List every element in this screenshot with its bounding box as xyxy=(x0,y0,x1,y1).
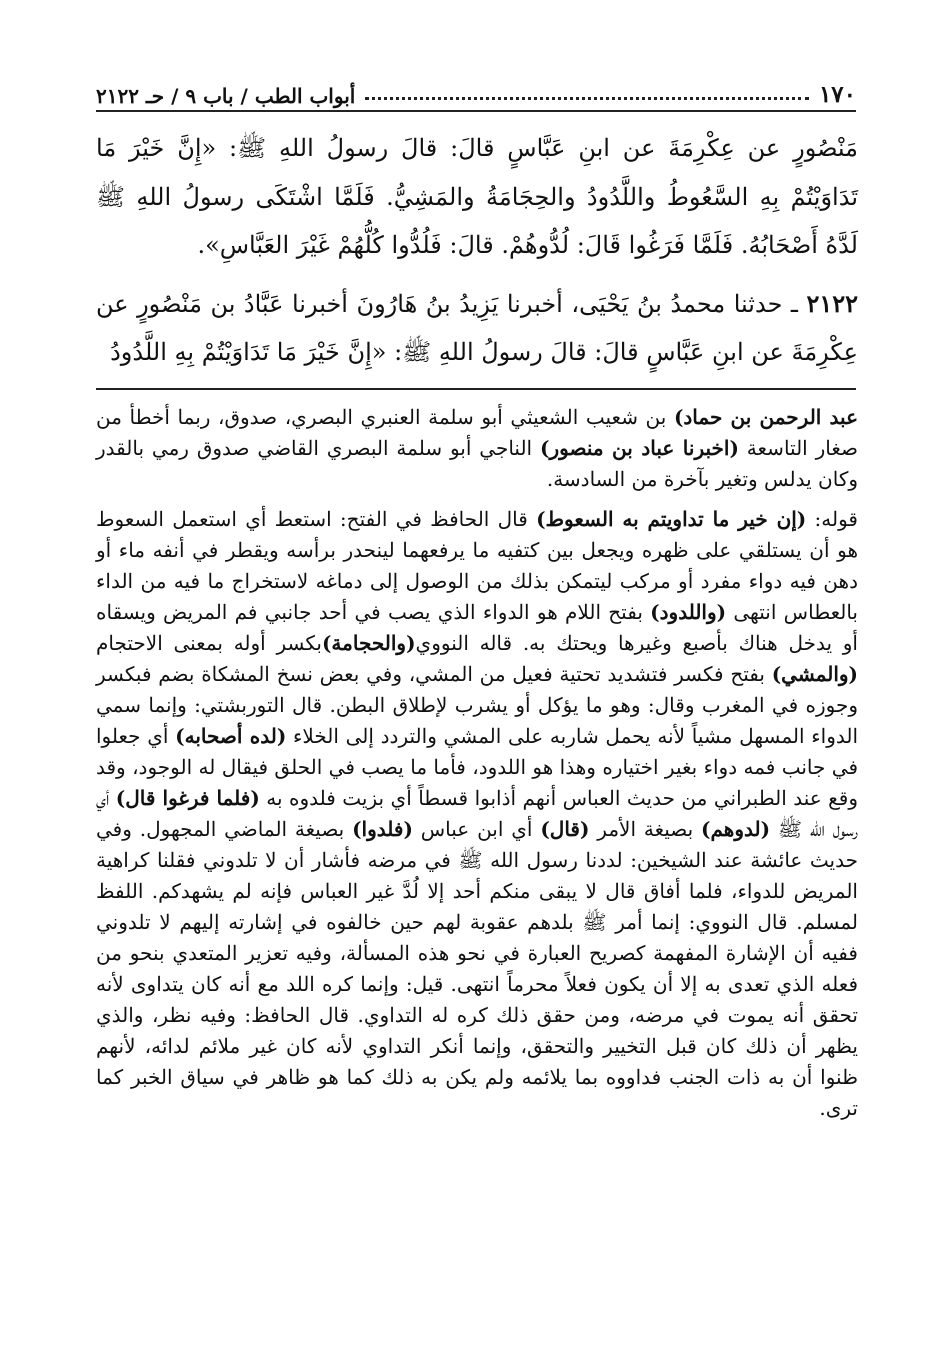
commentary-text: أي جعلوا في جانب فمه دواء بغير اختياره وهذا هو اللدود، فأما ما يصب في الحلق فيقال له الوجود، وقد وقع عند الطبراني من حديث العباس أنهم أذابوا قسطاً أي بزيت فلدوه به xyxy=(96,724,858,810)
hadith-text xyxy=(96,124,858,377)
commentary-text: أي ابن عباس xyxy=(412,817,541,841)
running-title: أبواب الطب / باب ٩ / حـ ٢١٢٢ xyxy=(96,84,356,108)
page-number: ١٧٠ xyxy=(818,81,856,108)
commentary-text: قوله: xyxy=(806,507,858,531)
commentary-text: بن شعيب الشعيثي أبو سلمة العنبري البصري، صدوق، ربما أخطأ من صغار التاسعة xyxy=(96,405,858,460)
quoted-phrase: (واللدود) xyxy=(650,600,727,624)
commentary-paragraph xyxy=(96,402,858,495)
commentary-text: قال الحافظ في الفتح: استعط أي استعمل السعوط هو أن يستلقي على ظهره ويجعل بين كتفيه ما يرفعهما لينحدر برأسه ويقطر في أنفه ماء أو دهن فيه دواء مفرد أو مركب ليتمكن بذلك من الوصول إلى دماغه لاستخراج ما فيه من الداء بالعطاس انتهى xyxy=(96,507,858,624)
quoted-phrase: (قال) xyxy=(540,817,590,841)
hadith-number: ٢١٢٢ xyxy=(806,288,858,318)
commentary-separator xyxy=(96,388,856,390)
commentary-paragraph xyxy=(96,504,858,1124)
commentary-text: بفتح فكسر فتشديد تحتية فعيل من المشي، وفي بعض نسخ المشكاة بضم فبكسر وجوزه في المغرب وقال: وهو ما يؤكل أو يشرب لإطلاق البطن. قال التوربشتي: وإنما سمي الدواء المسهل مشياً لأنه يحمل شاربه على المشي والتردد إلى الخلاء xyxy=(96,662,859,748)
quoted-phrase: (والحجامة) xyxy=(321,631,416,655)
narrator-name: (اخبرنا عباد بن منصور) xyxy=(540,436,739,460)
commentary-text: الناجي أبو سلمة البصري القاضي صدوق رمي بالقدر وكان يدلس وتغير بآخرة من السادسة. xyxy=(96,436,858,491)
hadith-paragraph: مَنْصُورٍ عن عِكْرِمَةَ عن ابنِ عَبَّاسٍ قالَ: قالَ رسولُ اللهِ ﷺ: «إِنَّ خَيْرَ مَا تَدَاوَيْتُمْ بِهِ السَّعُوطُ واللَّدُودُ والحِجَامَةُ والمَشِيُّ. فَلَمَّا اشْتَكَى رسولُ اللهِ ﷺ لَدَّهُ أَصْحَابُهُ. فَلَمَّا فَرَغُوا قَالَ: لُدُّوهُمْ. قالَ: فَلُدُّوا كُلُّهُمْ غَيْرَ العَبَّاسِ». xyxy=(96,134,858,259)
hadith-chain: ـ حدثنا محمدُ بنُ يَحْيَى، أخبرنا يَزِيدُ بنُ هَارُونَ أخبرنا عَبَّادُ بن مَنْصُورٍ عن عِكْرِمَةَ عن ابنِ عَبَّاسٍ قالَ: قالَ رسولُ اللهِ ﷺ: «إِنَّ خَيْرَ مَا تَدَاوَيْتُمْ بِهِ اللَّدُودُ xyxy=(96,289,858,366)
commentary-text: بفتح اللام هو الدواء الذي يصب في أحد جانبي فم المريض ويسقاه أو يدخل هناك بأصبع وغيرها ويحتك به. قاله النووي xyxy=(96,600,858,655)
quoted-phrase: (والمشي) xyxy=(771,662,858,686)
header-rule xyxy=(96,110,856,112)
hadith-paragraph xyxy=(96,280,858,377)
commentary-text: بكسر أوله بمعنى الاحتجام xyxy=(96,631,322,655)
header-dotted-leader xyxy=(365,97,809,100)
quoted-phrase: (لده أصحابه) xyxy=(175,724,287,748)
narrator-name: عبد الرحمن بن حماد) xyxy=(673,405,859,429)
quoted-phrase: (فلما فرغوا قال) xyxy=(115,786,260,810)
commentary-text: بصيغة الماضي المجهول. وفي حديث عائشة عند الشيخين: لددنا رسول الله ﷺ في مرضه فأشار أن لا تلدوني فقلنا كراهية المريض للدواء، فلما أفاق قال لا يبقى منكم أحد إلا لُدَّ غير العباس فإنه لم يشهدكم. اللفظ لمسلم. قال النووي: إنما أمر ﷺ بلدهم عقوبة لهم حين خالفوه في إشارته إليهم لا تلدوني ففيه أن الإشارة المفهمة كصريح العبارة في نحو هذه المسألة، وفيه تعزير المتعدي بنحو من فعله الذي تعدى به إلا أن يكون فعلاً محرماً انتهى. قيل: وإنما كره اللد مع أنه كان يتداوى لأنه تحقق أنه يموت في مرضه، ومن حقق ذلك كره له التداوي. قال الحافظ: وفيه نظر، والذي يظهر أن ذلك كان قبل التخيير والتحقق، وإنما أنكر التداوي لأنه كان غير ملائم لدائه، لأنهم ظنوا أن به ذات الجنب فداووه بما يلائمه ولم يكن به ذلك كما هو ظاهر في سياق الخبر كما ترى. xyxy=(96,817,859,1120)
quoted-phrase: (لدوهم) xyxy=(701,817,771,841)
commentary-text: أي رسول الله ﷺ xyxy=(96,786,858,841)
commentary xyxy=(96,402,858,1124)
quoted-phrase: (إن خير ما تداويتم به السعوط) xyxy=(536,507,807,531)
running-header xyxy=(96,72,856,108)
quoted-phrase: (فلدوا) xyxy=(352,817,413,841)
commentary-text: بصيغة الأمر xyxy=(589,817,702,841)
